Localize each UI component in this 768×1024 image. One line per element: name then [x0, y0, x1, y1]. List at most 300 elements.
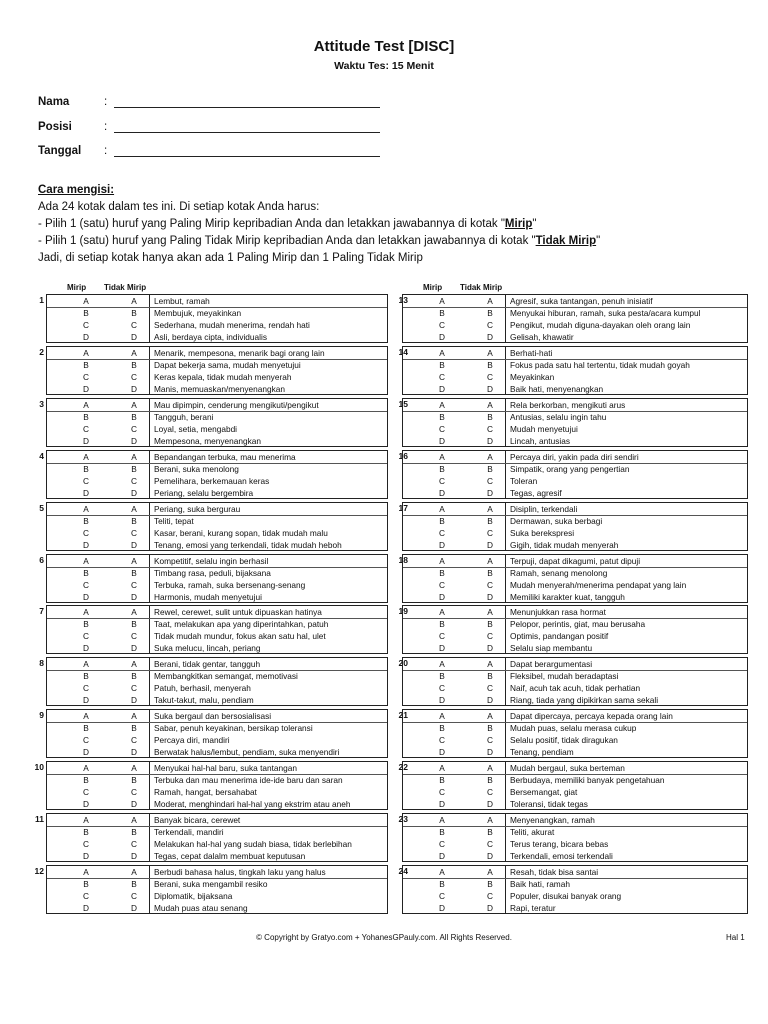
option-letter-tidak-mirip[interactable]: C: [487, 839, 493, 849]
option-letter-tidak-mirip[interactable]: A: [487, 452, 493, 462]
question-box: [402, 657, 748, 706]
instructions-line-4: Jadi, di setiap kotak hanya akan ada 1 Paling Mirip dan 1 Paling Tidak Mirip: [38, 252, 423, 264]
option-row: [403, 591, 747, 603]
option-letter-tidak-mirip[interactable]: B: [487, 619, 493, 629]
option-letter-mirip[interactable]: B: [83, 879, 89, 889]
option-letter-mirip[interactable]: C: [439, 631, 445, 641]
option-text: Optimis, pandangan positif: [510, 631, 609, 641]
option-letter-tidak-mirip[interactable]: B: [487, 516, 493, 526]
option-letter-tidak-mirip[interactable]: A: [487, 815, 493, 825]
option-letter-tidak-mirip[interactable]: A: [131, 815, 137, 825]
option-text: Teliti, akurat: [510, 827, 555, 837]
option-letter-mirip[interactable]: C: [83, 424, 89, 434]
option-letter-tidak-mirip[interactable]: D: [487, 903, 493, 913]
option-letter-tidak-mirip[interactable]: C: [487, 683, 493, 693]
option-letter-mirip[interactable]: D: [439, 799, 445, 809]
option-row: [403, 902, 747, 914]
question-number: 7: [39, 606, 44, 616]
option-letter-tidak-mirip[interactable]: A: [131, 763, 137, 773]
option-row: [403, 539, 747, 551]
option-row: [403, 682, 747, 694]
option-row: [47, 630, 387, 642]
option-text: Tidak mudah mundur, fokus akan satu hal, ulet: [154, 631, 326, 641]
option-letter-tidak-mirip[interactable]: C: [487, 320, 493, 330]
option-letter-mirip[interactable]: B: [439, 671, 445, 681]
option-text: Mudah puas atau senang: [154, 903, 248, 913]
option-letter-mirip[interactable]: D: [83, 384, 89, 394]
option-letter-mirip[interactable]: C: [439, 683, 445, 693]
option-text: Agresif, suka tantangan, penuh inisiatif: [510, 296, 653, 306]
question-box: [402, 761, 748, 810]
option-letter-mirip[interactable]: C: [83, 631, 89, 641]
option-letter-tidak-mirip[interactable]: C: [487, 528, 493, 538]
option-letter-mirip[interactable]: C: [439, 528, 445, 538]
option-letter-tidak-mirip[interactable]: B: [487, 308, 493, 318]
option-text: Antusias, selalu ingin tahu: [510, 412, 607, 422]
option-letter-tidak-mirip[interactable]: B: [131, 516, 137, 526]
option-letter-tidak-mirip[interactable]: B: [487, 671, 493, 681]
option-letter-mirip[interactable]: C: [83, 372, 89, 382]
option-text: Kasar, berani, kurang sopan, tidak mudah malu: [154, 528, 328, 538]
option-letter-tidak-mirip[interactable]: D: [131, 747, 137, 757]
option-letter-tidak-mirip[interactable]: C: [131, 320, 137, 330]
option-letter-tidak-mirip[interactable]: B: [131, 568, 137, 578]
option-letter-tidak-mirip[interactable]: C: [487, 787, 493, 797]
option-letter-tidak-mirip[interactable]: A: [487, 607, 493, 617]
option-letter-mirip[interactable]: C: [83, 580, 89, 590]
question-number: 18: [398, 555, 408, 565]
option-letter-mirip[interactable]: B: [439, 412, 445, 422]
option-letter-mirip[interactable]: C: [439, 372, 445, 382]
option-text: Toleransi, tidak tegas: [510, 799, 588, 809]
option-letter-mirip[interactable]: B: [439, 308, 445, 318]
question-number: 4: [39, 451, 44, 461]
option-text: Menarik, mempesona, menarik bagi orang lain: [154, 348, 325, 358]
option-letter-mirip[interactable]: B: [83, 412, 89, 422]
option-letter-mirip[interactable]: A: [439, 348, 445, 358]
option-row: [403, 734, 747, 746]
option-letter-mirip[interactable]: C: [83, 891, 89, 901]
option-letter-tidak-mirip[interactable]: D: [487, 851, 493, 861]
option-letter-mirip[interactable]: D: [83, 695, 89, 705]
option-letter-tidak-mirip[interactable]: A: [487, 348, 493, 358]
option-letter-mirip[interactable]: C: [439, 787, 445, 797]
option-letter-mirip[interactable]: B: [83, 308, 89, 318]
option-text: Disiplin, terkendali: [510, 504, 578, 514]
option-letter-tidak-mirip[interactable]: C: [131, 735, 137, 745]
option-letter-mirip[interactable]: B: [439, 360, 445, 370]
option-row: [47, 475, 387, 487]
option-letter-mirip[interactable]: A: [83, 867, 89, 877]
option-letter-tidak-mirip[interactable]: A: [487, 556, 493, 566]
option-row: [47, 850, 387, 862]
option-letter-mirip[interactable]: C: [439, 891, 445, 901]
option-row: [403, 618, 747, 630]
option-letter-tidak-mirip[interactable]: C: [131, 476, 137, 486]
option-letter-mirip[interactable]: C: [83, 735, 89, 745]
option-letter-mirip[interactable]: D: [83, 799, 89, 809]
option-letter-tidak-mirip[interactable]: D: [487, 643, 493, 653]
option-letter-tidak-mirip[interactable]: D: [131, 695, 137, 705]
option-text: Bersemangat, giat: [510, 787, 578, 797]
option-letter-tidak-mirip[interactable]: D: [487, 799, 493, 809]
option-letter-tidak-mirip[interactable]: C: [487, 631, 493, 641]
question-box: [402, 605, 748, 654]
option-row: [47, 515, 387, 527]
option-row: [403, 798, 747, 810]
option-letter-mirip[interactable]: D: [439, 488, 445, 498]
option-letter-tidak-mirip[interactable]: D: [131, 488, 137, 498]
option-text: Sederhana, mudah menerima, rendah hati: [154, 320, 310, 330]
option-letter-tidak-mirip[interactable]: B: [131, 308, 137, 318]
question-box: [402, 554, 748, 603]
option-text: Pengikut, mudah diguna-dayakan oleh orang lain: [510, 320, 691, 330]
option-letter-mirip[interactable]: D: [439, 695, 445, 705]
option-letter-mirip[interactable]: A: [439, 400, 445, 410]
option-letter-tidak-mirip[interactable]: A: [131, 867, 137, 877]
option-text: Berwatak halus/lembut, pendiam, suka menyendiri: [154, 747, 340, 757]
option-letter-tidak-mirip[interactable]: B: [131, 879, 137, 889]
option-row: [403, 746, 747, 758]
option-letter-tidak-mirip[interactable]: D: [487, 540, 493, 550]
option-letter-mirip[interactable]: B: [439, 568, 445, 578]
option-text: Resah, tidak bisa santai: [510, 867, 599, 877]
option-letter-tidak-mirip[interactable]: C: [131, 631, 137, 641]
option-letter-mirip[interactable]: A: [83, 711, 89, 721]
option-letter-tidak-mirip[interactable]: C: [487, 891, 493, 901]
option-row: [403, 786, 747, 798]
fill-in-line[interactable]: [114, 156, 380, 157]
option-letter-tidak-mirip[interactable]: A: [131, 711, 137, 721]
option-letter-tidak-mirip[interactable]: C: [131, 528, 137, 538]
field-label: Nama: [38, 96, 70, 108]
option-letter-tidak-mirip[interactable]: B: [487, 412, 493, 422]
option-row: [47, 591, 387, 603]
option-text: Berbudaya, memiliki banyak pengetahuan: [510, 775, 665, 785]
option-letter-mirip[interactable]: B: [83, 464, 89, 474]
option-letter-mirip[interactable]: A: [439, 815, 445, 825]
option-text: Berani, suka mengambil resiko: [154, 879, 268, 889]
field-colon: :: [104, 121, 108, 133]
option-letter-tidak-mirip[interactable]: B: [487, 360, 493, 370]
option-letter-mirip[interactable]: A: [83, 452, 89, 462]
option-text: Berhati-hati: [510, 348, 553, 358]
option-letter-mirip[interactable]: A: [439, 452, 445, 462]
option-row: [403, 423, 747, 435]
option-letter-mirip[interactable]: B: [83, 619, 89, 629]
option-letter-tidak-mirip[interactable]: C: [487, 372, 493, 382]
option-letter-tidak-mirip[interactable]: A: [131, 659, 137, 669]
option-text: Timbang rasa, peduli, bijaksana: [154, 568, 271, 578]
option-row: [403, 579, 747, 591]
option-letter-mirip[interactable]: A: [83, 400, 89, 410]
option-letter-tidak-mirip[interactable]: B: [131, 775, 137, 785]
option-letter-mirip[interactable]: D: [439, 851, 445, 861]
option-letter-tidak-mirip[interactable]: D: [487, 436, 493, 446]
option-letter-tidak-mirip[interactable]: C: [131, 580, 137, 590]
option-letter-tidak-mirip[interactable]: D: [487, 384, 493, 394]
option-text: Mudah menyerah/menerima pendapat yang lain: [510, 580, 687, 590]
option-text: Patuh, berhasil, menyerah: [154, 683, 251, 693]
option-letter-mirip[interactable]: B: [83, 827, 89, 837]
option-letter-mirip[interactable]: B: [439, 723, 445, 733]
option-letter-mirip[interactable]: A: [439, 867, 445, 877]
option-text: Dapat bekerja sama, mudah menyetujui: [154, 360, 301, 370]
option-letter-tidak-mirip[interactable]: A: [487, 867, 493, 877]
option-letter-tidak-mirip[interactable]: D: [487, 488, 493, 498]
option-letter-tidak-mirip[interactable]: B: [131, 671, 137, 681]
option-letter-mirip[interactable]: D: [439, 747, 445, 757]
option-letter-mirip[interactable]: D: [439, 332, 445, 342]
option-text: Gigih, tidak mudah menyerah: [510, 540, 619, 550]
option-letter-mirip[interactable]: B: [439, 827, 445, 837]
option-letter-mirip[interactable]: C: [439, 839, 445, 849]
option-letter-tidak-mirip[interactable]: B: [131, 464, 137, 474]
option-letter-tidak-mirip[interactable]: A: [487, 296, 493, 306]
option-letter-tidak-mirip[interactable]: A: [487, 504, 493, 514]
instructions-line-3: - Pilih 1 (satu) huruf yang Paling Tidak Mirip kepribadian Anda dan letakkan jawabannya di kotak "Tidak Mirip": [38, 235, 601, 247]
option-text: Banyak bicara, cerewet: [154, 815, 241, 825]
option-text: Rela berkorban, mengikuti arus: [510, 400, 626, 410]
option-letter-tidak-mirip[interactable]: A: [131, 296, 137, 306]
option-text: Harmonis, mudah menyetujui: [154, 592, 262, 602]
option-letter-mirip[interactable]: A: [83, 504, 89, 514]
option-letter-mirip[interactable]: B: [439, 619, 445, 629]
option-letter-tidak-mirip[interactable]: A: [131, 504, 137, 514]
option-letter-mirip[interactable]: C: [83, 476, 89, 486]
option-letter-mirip[interactable]: D: [83, 851, 89, 861]
option-letter-mirip[interactable]: B: [83, 360, 89, 370]
option-text: Diplomatik, bijaksana: [154, 891, 233, 901]
option-letter-mirip[interactable]: A: [83, 296, 89, 306]
option-letter-tidak-mirip[interactable]: D: [131, 799, 137, 809]
option-letter-tidak-mirip[interactable]: B: [131, 827, 137, 837]
question-box: [46, 761, 388, 810]
option-letter-tidak-mirip[interactable]: D: [131, 540, 137, 550]
option-letter-mirip[interactable]: C: [83, 839, 89, 849]
option-text: Baik hati, menyenangkan: [510, 384, 604, 394]
instructions-line-2: - Pilih 1 (satu) huruf yang Paling Mirip kepribadian Anda dan letakkan jawabannya di kotak "Mirip": [38, 218, 537, 230]
option-letter-tidak-mirip[interactable]: A: [131, 348, 137, 358]
option-text: Gelisah, khawatir: [510, 332, 574, 342]
field-colon: :: [104, 96, 108, 108]
option-text: Tegas, cepat dalalm membuat keputusan: [154, 851, 306, 861]
option-row: [47, 682, 387, 694]
option-letter-mirip[interactable]: D: [83, 540, 89, 550]
option-letter-mirip[interactable]: C: [439, 320, 445, 330]
option-letter-mirip[interactable]: A: [439, 763, 445, 773]
option-text: Selalu positif, tidak diragukan: [510, 735, 618, 745]
option-letter-tidak-mirip[interactable]: A: [131, 556, 137, 566]
option-letter-mirip[interactable]: C: [439, 580, 445, 590]
column-header-mirip-right: Mirip: [423, 283, 443, 292]
option-row: [403, 463, 747, 475]
option-row: [403, 838, 747, 850]
fill-in-line[interactable]: [114, 107, 380, 108]
option-letter-tidak-mirip[interactable]: B: [131, 412, 137, 422]
option-letter-mirip[interactable]: D: [439, 643, 445, 653]
option-letter-mirip[interactable]: A: [83, 556, 89, 566]
option-letter-mirip[interactable]: C: [83, 528, 89, 538]
option-letter-tidak-mirip[interactable]: C: [487, 476, 493, 486]
option-row: [47, 371, 387, 383]
option-text: Percaya diri, mandiri: [154, 735, 230, 745]
option-letter-tidak-mirip[interactable]: A: [487, 659, 493, 669]
question-box: [46, 450, 388, 499]
option-text: Membangkitkan semangat, memotivasi: [154, 671, 298, 681]
option-letter-tidak-mirip[interactable]: A: [131, 452, 137, 462]
question-number: 12: [34, 866, 44, 876]
option-letter-tidak-mirip[interactable]: C: [487, 735, 493, 745]
option-letter-tidak-mirip[interactable]: A: [131, 400, 137, 410]
option-letter-tidak-mirip[interactable]: B: [487, 879, 493, 889]
option-letter-mirip[interactable]: B: [83, 723, 89, 733]
option-letter-mirip[interactable]: B: [83, 568, 89, 578]
option-text: Meyakinkan: [510, 372, 555, 382]
question-number: 20: [398, 658, 408, 668]
option-row: [403, 515, 747, 527]
fill-in-line[interactable]: [114, 132, 380, 133]
option-letter-mirip[interactable]: A: [439, 296, 445, 306]
option-letter-mirip[interactable]: B: [439, 775, 445, 785]
option-letter-mirip[interactable]: A: [83, 815, 89, 825]
option-letter-mirip[interactable]: A: [83, 763, 89, 773]
question-box: [402, 709, 748, 758]
option-row: [403, 383, 747, 395]
option-letter-mirip[interactable]: D: [83, 488, 89, 498]
question-number: 16: [398, 451, 408, 461]
option-letter-tidak-mirip[interactable]: C: [487, 580, 493, 590]
option-row: [403, 774, 747, 786]
option-letter-mirip[interactable]: A: [439, 556, 445, 566]
option-letter-mirip[interactable]: B: [439, 464, 445, 474]
option-row: [47, 734, 387, 746]
column-header-tidak-mirip-left: Tidak Mirip: [104, 283, 147, 292]
option-letter-tidak-mirip[interactable]: D: [131, 643, 137, 653]
option-letter-mirip[interactable]: A: [83, 607, 89, 617]
option-letter-tidak-mirip[interactable]: D: [131, 332, 137, 342]
option-row: [47, 694, 387, 706]
option-text: Moderat, menghindari hal-hal yang ekstrim atau aneh: [154, 799, 351, 809]
option-letter-mirip[interactable]: B: [83, 671, 89, 681]
question-box: [402, 346, 748, 395]
option-letter-mirip[interactable]: A: [439, 504, 445, 514]
option-letter-mirip[interactable]: D: [439, 436, 445, 446]
column-header-mirip-left: Mirip: [67, 283, 87, 292]
option-text: Simpatik, orang yang pengertian: [510, 464, 630, 474]
option-letter-mirip[interactable]: C: [83, 320, 89, 330]
option-letter-tidak-mirip[interactable]: C: [131, 424, 137, 434]
option-letter-tidak-mirip[interactable]: D: [131, 436, 137, 446]
option-letter-tidak-mirip[interactable]: B: [131, 723, 137, 733]
option-letter-mirip[interactable]: C: [83, 787, 89, 797]
option-letter-mirip[interactable]: D: [83, 332, 89, 342]
option-letter-tidak-mirip[interactable]: D: [487, 695, 493, 705]
option-letter-tidak-mirip[interactable]: C: [131, 683, 137, 693]
option-row: [403, 722, 747, 734]
option-letter-mirip[interactable]: D: [83, 903, 89, 913]
option-letter-mirip[interactable]: A: [439, 659, 445, 669]
option-letter-tidak-mirip[interactable]: C: [131, 787, 137, 797]
option-letter-tidak-mirip[interactable]: D: [131, 851, 137, 861]
option-letter-mirip[interactable]: D: [83, 436, 89, 446]
option-letter-mirip[interactable]: B: [83, 775, 89, 785]
option-letter-mirip[interactable]: B: [83, 516, 89, 526]
option-letter-mirip[interactable]: D: [439, 384, 445, 394]
option-letter-tidak-mirip[interactable]: D: [487, 747, 493, 757]
option-letter-tidak-mirip[interactable]: A: [487, 711, 493, 721]
option-letter-mirip[interactable]: C: [439, 476, 445, 486]
option-letter-tidak-mirip[interactable]: D: [131, 592, 137, 602]
option-letter-tidak-mirip[interactable]: A: [131, 607, 137, 617]
option-letter-mirip[interactable]: D: [83, 592, 89, 602]
option-letter-tidak-mirip[interactable]: B: [487, 464, 493, 474]
option-letter-tidak-mirip[interactable]: C: [131, 839, 137, 849]
option-row: [47, 539, 387, 551]
option-row: [403, 307, 747, 319]
option-text: Lembut, ramah: [154, 296, 210, 306]
option-letter-tidak-mirip[interactable]: D: [131, 903, 137, 913]
option-letter-mirip[interactable]: A: [439, 711, 445, 721]
option-letter-tidak-mirip[interactable]: B: [487, 775, 493, 785]
option-letter-mirip[interactable]: D: [83, 747, 89, 757]
option-letter-tidak-mirip[interactable]: D: [131, 384, 137, 394]
option-text: Dermawan, suka berbagi: [510, 516, 603, 526]
option-row: [47, 527, 387, 539]
option-text: Berbudi bahasa halus, tingkah laku yang halus: [154, 867, 326, 877]
option-letter-mirip[interactable]: D: [83, 643, 89, 653]
field-colon: :: [104, 145, 108, 157]
option-letter-tidak-mirip[interactable]: D: [487, 592, 493, 602]
option-letter-mirip[interactable]: C: [439, 424, 445, 434]
option-letter-tidak-mirip[interactable]: C: [487, 424, 493, 434]
option-letter-mirip[interactable]: D: [439, 540, 445, 550]
option-letter-tidak-mirip[interactable]: B: [487, 827, 493, 837]
option-letter-mirip[interactable]: A: [83, 659, 89, 669]
option-letter-tidak-mirip[interactable]: B: [131, 619, 137, 629]
question-number: 23: [398, 814, 408, 824]
question-number: 5: [39, 503, 44, 513]
option-row: [403, 475, 747, 487]
option-letter-mirip[interactable]: A: [83, 348, 89, 358]
option-row: [403, 487, 747, 499]
option-letter-tidak-mirip[interactable]: B: [131, 360, 137, 370]
option-row: [47, 838, 387, 850]
option-letter-mirip[interactable]: B: [439, 516, 445, 526]
option-letter-mirip[interactable]: D: [439, 903, 445, 913]
option-row: [403, 435, 747, 447]
question-number: 17: [398, 503, 408, 513]
option-row: [403, 642, 747, 654]
option-text: Taat, melakukan apa yang diperintahkan, patuh: [154, 619, 329, 629]
option-letter-tidak-mirip[interactable]: A: [487, 400, 493, 410]
option-letter-tidak-mirip[interactable]: D: [487, 332, 493, 342]
option-letter-tidak-mirip[interactable]: C: [131, 891, 137, 901]
option-text: Periang, suka bergurau: [154, 504, 241, 514]
question-number: 11: [35, 814, 44, 824]
option-letter-tidak-mirip[interactable]: C: [131, 372, 137, 382]
option-letter-mirip[interactable]: A: [439, 607, 445, 617]
option-letter-tidak-mirip[interactable]: A: [487, 763, 493, 773]
option-letter-mirip[interactable]: C: [439, 735, 445, 745]
option-letter-mirip[interactable]: B: [439, 879, 445, 889]
option-letter-tidak-mirip[interactable]: B: [487, 568, 493, 578]
question-box: [46, 554, 388, 603]
option-letter-tidak-mirip[interactable]: B: [487, 723, 493, 733]
option-letter-mirip[interactable]: C: [83, 683, 89, 693]
option-letter-mirip[interactable]: D: [439, 592, 445, 602]
option-row: [47, 579, 387, 591]
